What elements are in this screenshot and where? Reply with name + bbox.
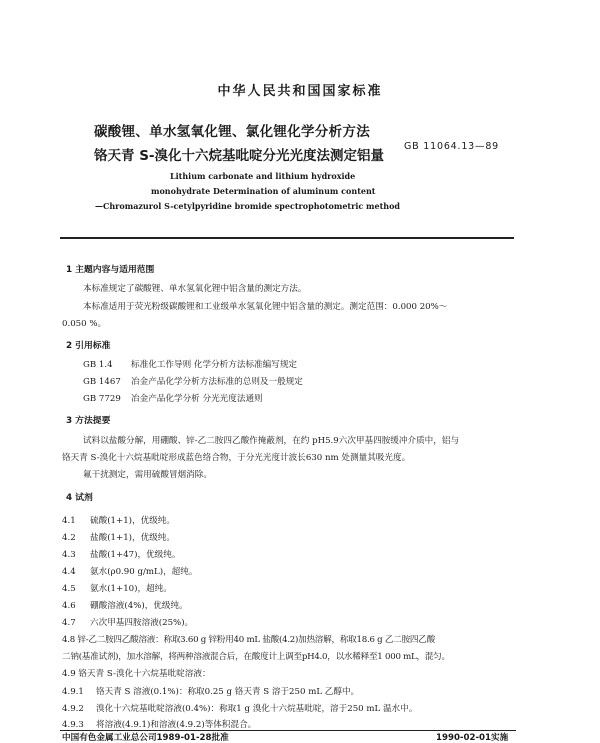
reagent-subitem <box>62 718 256 730</box>
reagent-text: 盐酸(1+47)，优级纯。 <box>90 550 181 560</box>
reagent-number: 4.5 <box>62 584 76 594</box>
reagent-subitem-number: 4.9.2 <box>62 704 84 714</box>
section-3-paragraph-2: 氟干扰测定，需用硫酸冒烟消除。 <box>83 470 212 480</box>
reagent-number: 4.1 <box>62 516 76 526</box>
reference-code: GB 1.4 <box>83 360 113 370</box>
reagent-item <box>62 531 175 543</box>
reagent-item <box>62 565 197 577</box>
section-3-paragraph-1a: 试料以盐酸分解，用硼酸、锌-乙二胺四乙酸作掩蔽剂，在约 pH5.9六次甲基四胺缓冲介质中，铝与 <box>83 436 460 446</box>
reagent-item <box>62 582 172 594</box>
reagent-number: 4.3 <box>62 550 76 560</box>
reagent-number: 4.6 <box>62 601 76 611</box>
reagent-subitem-text: 溴化十六烷基吡啶溶液(0.4%)：称取1 g 溴化十六烷基吡啶，溶于250 mL 温水中。 <box>96 704 418 714</box>
reagent-item <box>62 514 175 526</box>
reference-title: 标准化工作导则 化学分析方法标准编写规定 <box>131 360 298 370</box>
reagent-text: 氨水(ρ0.90 g/mL)，超纯。 <box>90 567 198 577</box>
section-2-heading: 2 引用标准 <box>66 341 111 351</box>
reagent-item-4-9: 4.9 铬天青 S-溴化十六烷基吡啶溶液： <box>62 669 211 679</box>
approval-date: 中国有色金属工业总公司1989-01-28批准 <box>62 733 229 743</box>
section-3-paragraph-1b: 铬天青 S-溴化十六烷基吡啶形成蓝色络合物，于分光光度计波长630 nm 处测量其吸光度。 <box>62 453 411 463</box>
english-title-line2: monohydrate Determination of aluminum content <box>151 186 376 196</box>
reagent-subitem-text: 铬天青 S 溶液(0.1%)：称取0.25 g 铬天青 S 溶于250 mL 乙醇中。 <box>96 687 360 697</box>
english-title-line3: —Chromazurol S-cetylpyridine bromide spectrophotometric method <box>95 201 401 211</box>
section-1-paragraph-1: 本标准规定了碳酸锂、单水氢氧化锂中铝含量的测定方法。 <box>83 284 307 294</box>
reagent-subitem <box>62 702 417 714</box>
doc-title-line1: 碳酸锂、单水氢氧化锂、氯化锂化学分析方法 <box>94 124 370 140</box>
english-title-line1: Lithium carbonate and lithium hydroxide <box>170 171 356 181</box>
reference-code: GB 7729 <box>83 394 121 404</box>
reagent-item-4-8a: 4.8 锌-乙二胺四乙酸溶液：称取3.60 g 锌粉用40 mL 盐酸(4.2)加热溶解，称取18.6 g 乙二胺四乙酸 <box>62 635 435 645</box>
reference-title: 冶金产品化学分析 分光光度法通则 <box>131 394 263 404</box>
reagent-item-4-8b: 二钠(基准试剂)，加水溶解，将两种溶液混合后，在酸度计上调至pH4.0，以水稀释至1 000 mL，混匀。 <box>62 652 450 662</box>
reagent-number: 4.4 <box>62 567 76 577</box>
reagent-subitem <box>62 685 359 697</box>
reagent-text: 硫酸(1+1)，优级纯。 <box>90 516 175 526</box>
standard-number: GB 11064.13—89 <box>404 141 500 152</box>
section-1-paragraph-2a: 本标准适用于荧光粉级碳酸锂和工业级单水氢氧化锂中铝含量的测定。测定范围：0.000 20%～ <box>83 302 448 312</box>
reagent-text: 硼酸溶液(4%)，优级纯。 <box>90 601 188 611</box>
reagent-text: 氨水(1+10)，超纯。 <box>90 584 172 594</box>
reference-code: GB 1467 <box>83 377 121 387</box>
reagent-text: 盐酸(1+1)，优级纯。 <box>90 533 175 543</box>
section-1-heading: 1 主题内容与适用范围 <box>66 265 155 275</box>
reference-item <box>83 358 297 370</box>
reagent-item <box>62 616 193 628</box>
header-rule <box>60 237 514 239</box>
implementation-date: 1990-02-01实施 <box>436 733 509 743</box>
reagent-subitem-text: 将溶液(4.9.1)和溶液(4.9.2)等体积混合。 <box>96 720 257 730</box>
section-4-heading: 4 试剂 <box>66 493 93 503</box>
reagent-number: 4.2 <box>62 533 76 543</box>
reagent-number: 4.7 <box>62 618 76 628</box>
reagent-item <box>62 548 180 560</box>
section-1-paragraph-2b: 0.050 %。 <box>62 319 107 329</box>
section-3-heading: 3 方法提要 <box>66 416 111 426</box>
reagent-subitem-number: 4.9.3 <box>62 720 84 730</box>
reference-item <box>83 392 263 404</box>
reference-item <box>83 375 303 387</box>
doc-title-line2: 铬天青 S-溴化十六烷基吡啶分光光度法测定铝量 <box>94 148 385 164</box>
org-title: 中华人民共和国国家标准 <box>217 84 383 99</box>
reference-title: 冶金产品化学分析方法标准的总则及一般规定 <box>131 377 303 387</box>
reagent-text: 六次甲基四胺溶液(25%)。 <box>90 618 194 628</box>
reagent-item <box>62 599 188 611</box>
reagent-subitem-number: 4.9.1 <box>62 687 84 697</box>
